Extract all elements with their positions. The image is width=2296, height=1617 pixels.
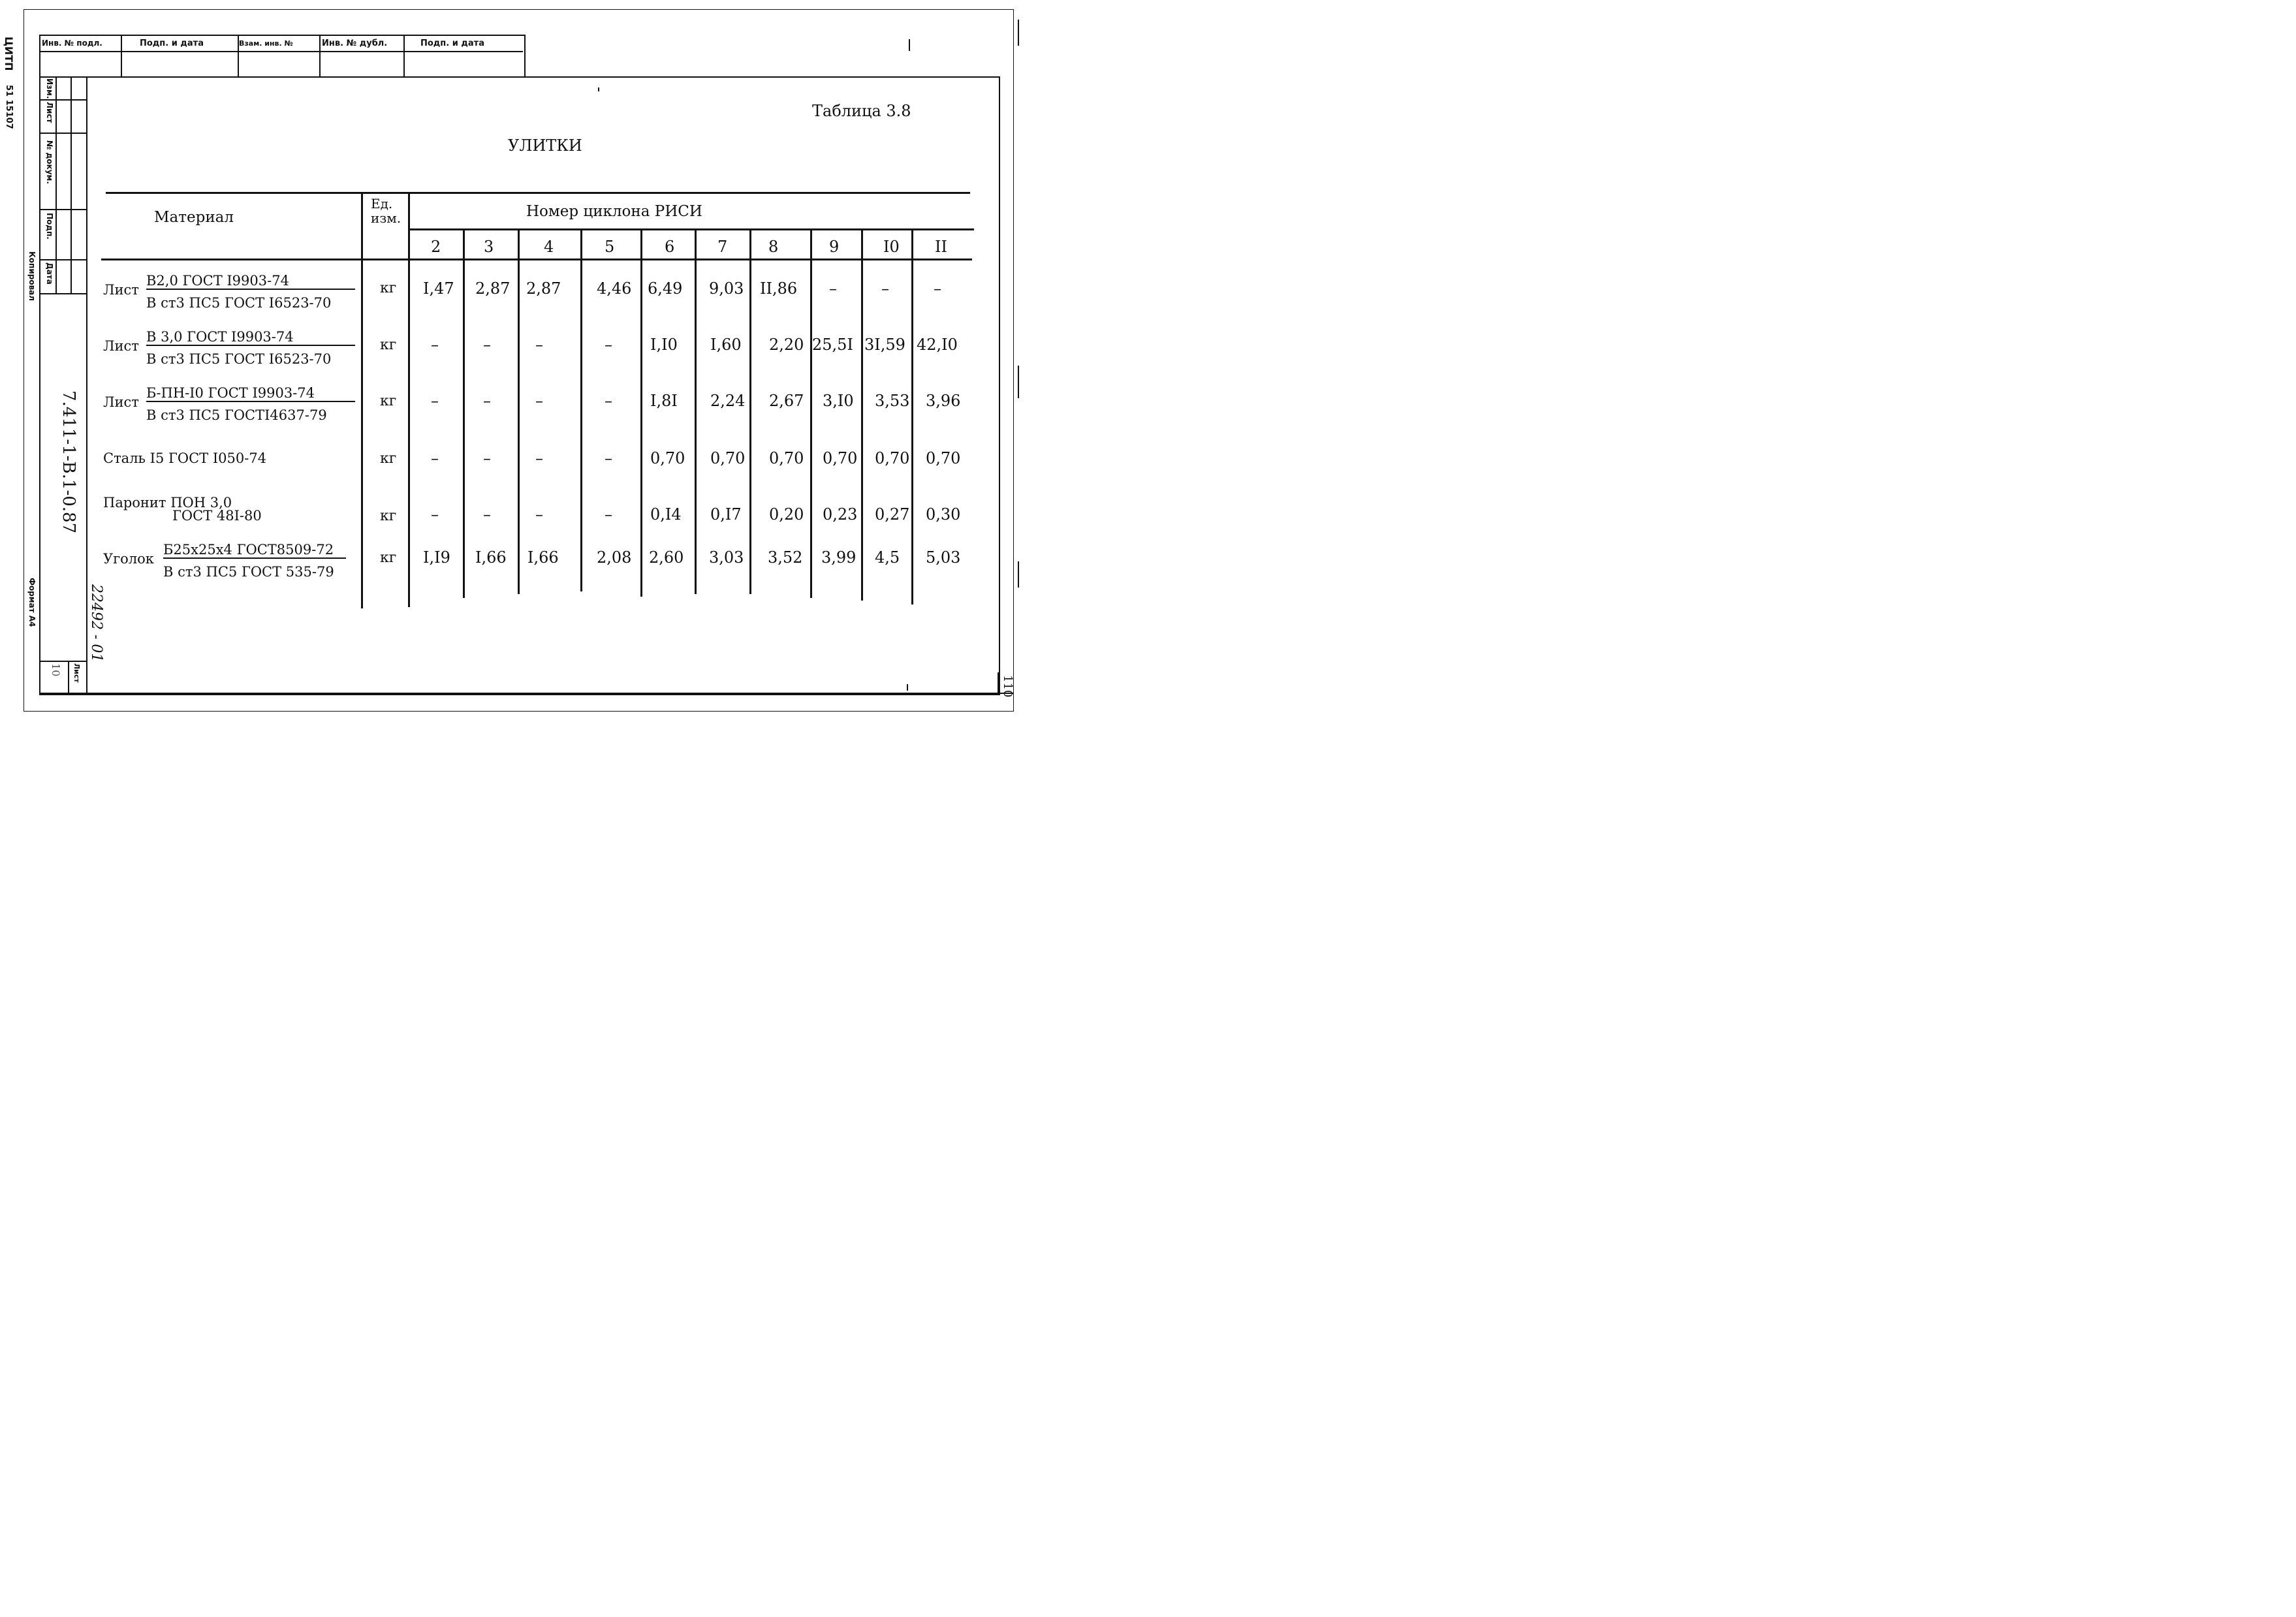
value-cell: 2,08	[597, 548, 632, 567]
header-num: 2	[431, 238, 441, 256]
value-cell: 0,70	[875, 449, 910, 467]
stamp-header-inv-dup: Инв. № дубл.	[322, 39, 388, 48]
value-cell: 2,87	[475, 279, 511, 298]
value-cell: –	[934, 279, 941, 298]
header-num: 9	[829, 238, 840, 256]
value-cell: –	[829, 279, 837, 298]
value-cell: 0,70	[710, 449, 746, 467]
material-name: Лист	[103, 282, 139, 298]
header-cyclone-group: Номер циклона РИСИ	[526, 203, 702, 220]
rev-strip-row	[39, 209, 87, 210]
sheet-box-value: 10	[50, 663, 62, 677]
value-cell: 0,I7	[710, 505, 742, 524]
right-edge-mark	[1018, 20, 1019, 46]
value-cell: –	[483, 505, 491, 524]
value-cell: 3,I0	[823, 392, 854, 410]
value-cell: 3,52	[768, 548, 803, 567]
value-cell: 0,70	[823, 449, 858, 467]
material-grade: В 3,0 ГОСТ I9903-74	[146, 329, 355, 346]
page-number-box-left	[998, 672, 999, 694]
value-cell: –	[605, 505, 612, 524]
unit-cell: кг	[380, 337, 397, 353]
value-cell: 3I,59	[864, 336, 905, 354]
value-cell: 3,03	[709, 548, 744, 567]
value-cell: –	[535, 392, 543, 410]
material-grade: Б-ПН-I0 ГОСТ I9903-74	[146, 385, 355, 402]
header-num: 4	[544, 238, 554, 256]
stamp-header-replaced-inv: Взам. инв. №	[239, 39, 293, 48]
value-cell: 2,20	[769, 336, 804, 354]
sheet-box-label: Лист	[72, 663, 81, 683]
value-cell: 0,70	[926, 449, 961, 467]
document-number: 7.411-1-В.1-0.87	[59, 390, 78, 534]
scan-speck	[909, 39, 910, 51]
value-cell: –	[535, 449, 543, 467]
rev-label-date: Дата	[45, 262, 54, 285]
value-cell: –	[431, 505, 439, 524]
value-cell: 6,49	[648, 279, 683, 298]
org-label: ЦИТП	[3, 37, 15, 71]
approval-stamp-divider	[403, 35, 405, 76]
value-cell: 0,I4	[650, 505, 682, 524]
header-unit-line1: Ед.	[371, 196, 393, 212]
material-grade: В2,0 ГОСТ I9903-74	[146, 273, 355, 290]
sheet-box-top	[39, 661, 87, 662]
inventory-number: 22492 - 01	[88, 584, 104, 663]
header-num: I0	[883, 238, 900, 256]
material-steel: В ст3 ПС5 ГОСТ I6523-70	[146, 295, 332, 311]
material-steel: В ст3 ПС5 ГОСТ 535-79	[163, 564, 334, 580]
value-cell: 9,03	[709, 279, 744, 298]
value-cell: I,60	[710, 336, 742, 354]
value-cell: 0,70	[769, 449, 804, 467]
value-cell: 2,24	[710, 392, 746, 410]
value-cell: –	[483, 392, 491, 410]
value-cell: 0,23	[823, 505, 858, 524]
value-cell: 4,46	[597, 279, 632, 298]
table-caption: Таблица 3.8	[812, 102, 911, 120]
value-cell: I,66	[527, 548, 559, 567]
value-cell: –	[431, 392, 439, 410]
value-cell: 0,30	[926, 505, 961, 524]
table-top-rule	[106, 192, 970, 194]
unit-cell: кг	[380, 450, 397, 467]
value-cell: –	[881, 279, 889, 298]
value-cell: 0,20	[769, 505, 804, 524]
stamp-header-inv-orig: Инв. № подл.	[42, 39, 102, 48]
rev-strip-row	[39, 293, 87, 294]
material-grade: Б25х25х4 ГОСТ8509-72	[163, 542, 346, 559]
rev-label-sign: Подп.	[45, 213, 54, 240]
rev-label-sheet: Лист	[45, 102, 54, 123]
rev-strip-col	[55, 76, 57, 293]
right-edge-mark-3	[1018, 561, 1019, 588]
value-cell: –	[535, 336, 543, 354]
value-cell: 25,5I	[812, 336, 853, 354]
rev-strip-row	[39, 259, 87, 260]
value-cell: –	[605, 336, 612, 354]
page-number: 110	[1001, 675, 1014, 698]
unit-cell: кг	[380, 550, 397, 566]
value-cell: –	[605, 449, 612, 467]
value-cell: I,66	[475, 548, 507, 567]
value-cell: 3,96	[926, 392, 961, 410]
table-header-bottom-rule	[101, 259, 972, 260]
value-cell: II,86	[760, 279, 798, 298]
sheet-box-divider	[68, 661, 69, 693]
scan-speck	[598, 87, 599, 91]
rev-label-change: Изм.	[45, 78, 54, 99]
value-cell: 2,67	[769, 392, 804, 410]
value-cell: –	[605, 392, 612, 410]
material-name: Лист	[103, 338, 139, 354]
right-edge-mark-2	[1018, 366, 1019, 398]
approval-stamp-divider	[121, 35, 122, 76]
rev-strip-right	[86, 76, 87, 693]
material-steel: В ст3 ПС5 ГОСТ I6523-70	[146, 351, 332, 367]
drawing-sheet	[0, 0, 1024, 721]
material-name: Паронит ПОН 3,0	[103, 495, 232, 510]
rev-label-doc: № докум.	[45, 140, 54, 184]
trim-line-bottom	[24, 711, 1013, 712]
value-cell: 0,27	[875, 505, 910, 524]
header-unit-line2: изм.	[371, 210, 401, 226]
approval-stamp-divider	[319, 35, 321, 76]
org-code: 51 15107	[4, 85, 14, 129]
value-cell: 42,I0	[917, 336, 958, 354]
value-cell: –	[483, 449, 491, 467]
header-num: 6	[665, 238, 675, 256]
value-cell: –	[431, 449, 439, 467]
value-cell: –	[431, 336, 439, 354]
stamp-header-sign-date: Подп. и дата	[140, 39, 204, 48]
material-steel: В ст3 ПС5 ГОСТI4637-79	[146, 407, 327, 423]
header-num: 3	[484, 238, 494, 256]
copied-by-label: Копировал	[27, 251, 37, 302]
table-group-rule	[410, 228, 974, 230]
stamp-header-sign-date-2: Подп. и дата	[420, 39, 484, 48]
value-cell: I,47	[423, 279, 454, 298]
format-label: Формат А4	[27, 578, 37, 627]
table-title: УЛИТКИ	[508, 136, 582, 155]
value-cell: –	[535, 505, 543, 524]
value-cell: 3,53	[875, 392, 910, 410]
value-cell: 0,70	[650, 449, 685, 467]
rev-strip-col	[71, 76, 72, 293]
header-material: Материал	[154, 209, 234, 226]
value-cell: 5,03	[926, 548, 961, 567]
material-name: Лист	[103, 394, 139, 410]
value-cell: 2,87	[526, 279, 561, 298]
material-standard: ГОСТ 48I-80	[172, 508, 262, 524]
material-name: Сталь I5 ГОСТ I050-74	[103, 450, 267, 466]
approval-stamp-midline	[39, 51, 523, 52]
value-cell: 4,5	[875, 548, 900, 567]
unit-cell: кг	[380, 393, 397, 409]
unit-cell: кг	[380, 280, 397, 296]
header-num: 8	[768, 238, 779, 256]
header-num: II	[935, 238, 947, 256]
value-cell: I,I0	[650, 336, 678, 354]
value-cell: I,I9	[423, 548, 450, 567]
header-num: 7	[717, 238, 728, 256]
value-cell: –	[483, 336, 491, 354]
trim-line-right	[1013, 9, 1014, 712]
value-cell: I,8I	[650, 392, 678, 410]
rev-strip-row	[39, 99, 87, 101]
value-cell: 3,99	[821, 548, 857, 567]
main-frame-bottom-extension	[39, 693, 1013, 694]
trim-line-top	[24, 9, 1013, 10]
header-num: 5	[605, 238, 615, 256]
rev-strip-row	[39, 133, 87, 134]
value-cell: 2,60	[649, 548, 684, 567]
unit-cell: кг	[380, 508, 397, 524]
material-name: Уголок	[103, 551, 154, 567]
scan-speck	[907, 684, 908, 691]
